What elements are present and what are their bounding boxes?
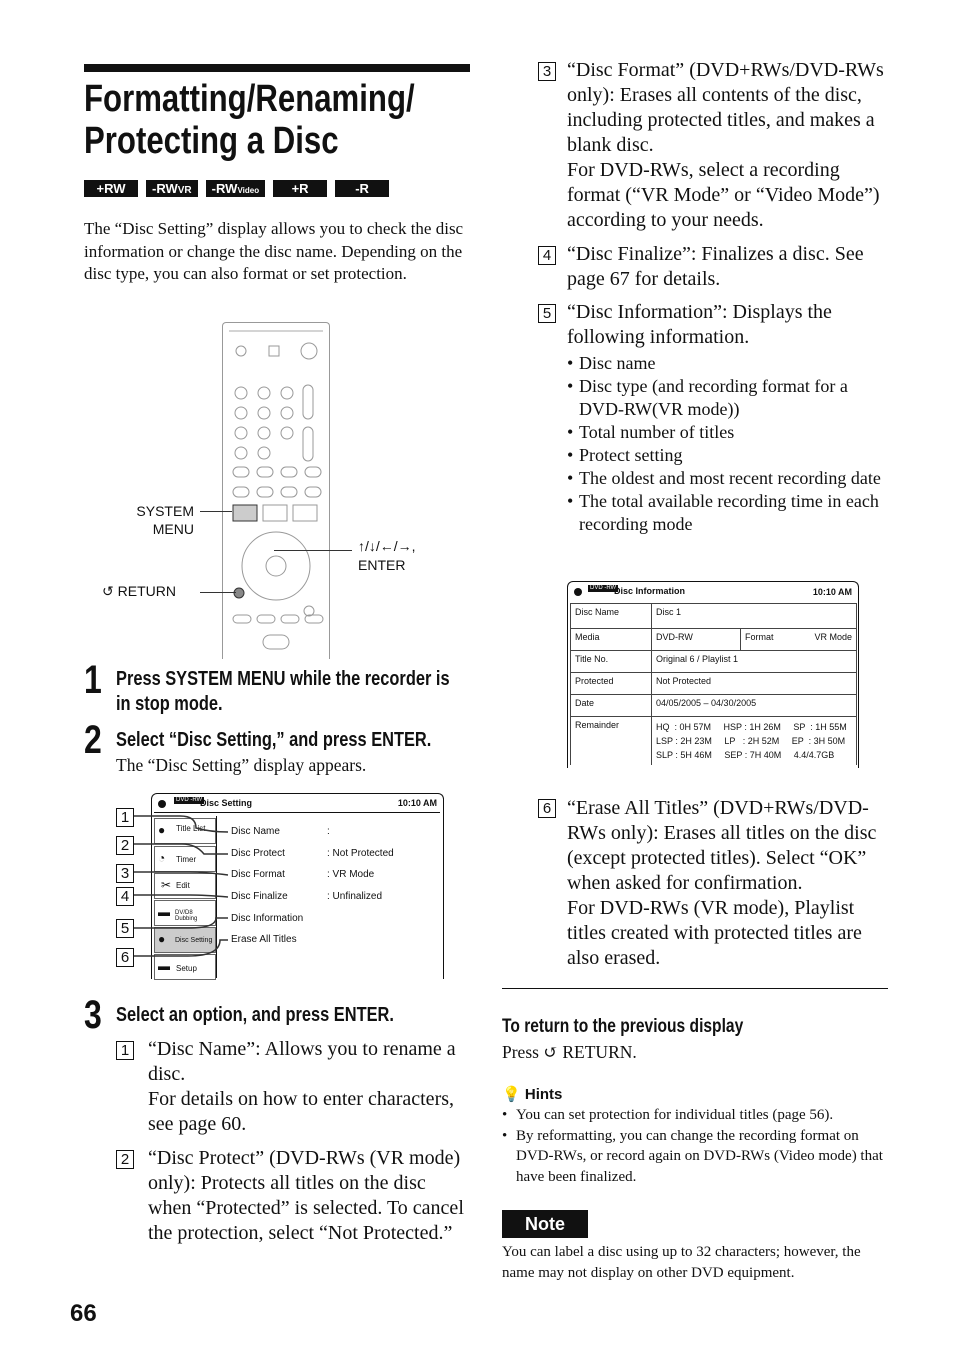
option-1-number: 1 xyxy=(116,1041,134,1060)
disc-name-value: Disc 1 xyxy=(652,604,857,629)
step-2-number: 2 xyxy=(84,718,102,762)
list-item xyxy=(502,1126,890,1188)
badge-plus-rw: +RW xyxy=(84,180,138,197)
date-label: Date xyxy=(571,695,652,717)
bullet-icon: • xyxy=(502,1107,508,1123)
badge-plus-r: +R xyxy=(273,180,327,197)
table-row xyxy=(571,604,857,629)
page-title xyxy=(84,78,415,162)
step-1-number: 1 xyxy=(84,658,102,702)
bullet-icon: • xyxy=(502,1127,508,1144)
remainder-line-1: HQ : 0H 57M HSP : 1H 26M SP : 1H 55M xyxy=(656,722,847,732)
disc-format-value: : VR Mode xyxy=(327,869,375,880)
list-item xyxy=(567,352,889,375)
bullet-text: Protect setting xyxy=(579,445,683,465)
disc-icon xyxy=(574,588,582,596)
table-row xyxy=(571,629,857,651)
hint-text: You can set protection for individual titles (page 56). xyxy=(516,1107,834,1123)
menu-setup-label: Setup xyxy=(176,964,197,973)
step-3-number: 3 xyxy=(84,993,102,1037)
setting-row-disc-information[interactable] xyxy=(231,913,303,924)
remainder-value xyxy=(652,717,857,766)
scissors-icon: ✂ xyxy=(161,878,172,892)
media-label: Media xyxy=(571,629,652,651)
protected-label: Protected xyxy=(571,673,652,695)
screen-header: Disc Information xyxy=(614,586,686,596)
system-menu-label xyxy=(128,502,194,538)
hints-heading xyxy=(502,1085,562,1103)
menu-title-list-label: Title List xyxy=(176,824,206,833)
step-3-text: Select an option, and press ENTER. xyxy=(116,1004,394,1026)
return-icon: ↺ xyxy=(102,583,114,599)
bullet-text: Disc name xyxy=(579,353,656,373)
hints-list xyxy=(502,1105,890,1187)
disc-icon xyxy=(158,800,166,808)
disc-name-label: Disc Name xyxy=(571,604,652,629)
list-item xyxy=(567,467,889,490)
lightbulb-icon: 💡 xyxy=(502,1086,521,1103)
enter-label: ENTER xyxy=(358,557,406,573)
return-icon: ↺ xyxy=(543,1042,558,1062)
title-line-2: Protecting a Disc xyxy=(84,120,339,162)
disc-setting-icon: ● xyxy=(158,932,166,946)
option-6-extra: For DVD-RWs (VR mode), Playlist titles created with protected titles are also erased. xyxy=(567,897,862,969)
note-text: You can label a disc using up to 32 characters; however, the name may not display on other DVD equipment. xyxy=(502,1244,861,1281)
disc-name-value: : xyxy=(327,826,330,837)
option-3-text xyxy=(567,58,889,233)
remainder-line-2: LSP : 2H 23M LP : 2H 52M EP : 3H 50M xyxy=(656,736,846,746)
bullet-text: The oldest and most recent recording date xyxy=(579,468,881,488)
remote-body-icon xyxy=(223,323,329,659)
option-5-text: “Disc Information”: Displays the following information. xyxy=(567,301,832,348)
list-item xyxy=(567,375,889,421)
menu-edit-label: Edit xyxy=(176,881,190,890)
screen-time: 10:10 AM xyxy=(812,587,852,597)
title-list-icon: ● xyxy=(158,823,166,837)
list-item xyxy=(567,421,889,444)
table-row xyxy=(571,717,857,766)
date-value: 04/05/2005 – 04/30/2005 xyxy=(652,695,857,717)
disc-information-screen xyxy=(567,581,859,768)
page-number: 66 xyxy=(70,1300,97,1327)
option-2-number: 2 xyxy=(116,1150,134,1169)
format-value: VR Mode xyxy=(792,629,856,651)
return-word: RETURN. xyxy=(562,1042,637,1062)
bullet-icon: • xyxy=(567,445,574,465)
callout-4: 4 xyxy=(116,887,134,906)
system-menu-label-2: MENU xyxy=(152,521,194,537)
info-bullet-list xyxy=(567,352,889,536)
bullet-icon: • xyxy=(567,422,574,442)
disc-name-label: Disc Name xyxy=(231,826,280,837)
disc-information-label: Disc Information xyxy=(231,913,304,924)
return-leader xyxy=(200,592,236,593)
bullet-text: The total available recording time in each recording mode xyxy=(579,491,879,534)
badge-rw-vr: -RWVR xyxy=(146,180,198,197)
option-1-main: “Disc Name”: Allows you to rename a disc. xyxy=(148,1038,456,1085)
dvd-rw-badge: DVD -RW xyxy=(590,585,617,591)
format-label: Format xyxy=(741,629,793,651)
screen-header: Disc Setting xyxy=(200,798,253,808)
remote-control-illustration xyxy=(222,322,330,659)
toolbox-icon: ▬ xyxy=(158,959,170,973)
intro-paragraph: The “Disc Setting” display allows you to check the disc information or change the disc name. Depending on the disc type, you can also format or set protection. xyxy=(84,219,464,283)
return-label xyxy=(102,583,176,600)
section-divider xyxy=(502,988,888,989)
option-6-number: 6 xyxy=(538,799,556,818)
disc-protect-value: : Not Protected xyxy=(327,848,394,859)
press-label: Press xyxy=(502,1042,539,1062)
return-section-text xyxy=(502,1041,637,1064)
system-menu-leader xyxy=(200,511,232,512)
arrows-label: ↑/↓/←/→, xyxy=(358,538,416,554)
hint-text: By reformatting, you can change the recording format on DVD-RWs, or record again on DVD-RWs (Video mode) that have been finalized. xyxy=(516,1127,883,1185)
table-row xyxy=(571,651,857,673)
menu-timer-label: Timer xyxy=(176,855,197,864)
bullet-icon: • xyxy=(567,353,574,373)
step-2-sub: The “Disc Setting” display appears. xyxy=(116,755,367,775)
menu-dv-dubbing-label: DV/D8 Dubbing xyxy=(175,910,198,922)
callout-5: 5 xyxy=(116,919,134,938)
arrows-enter-label xyxy=(358,537,416,575)
option-6-text xyxy=(567,796,889,971)
list-item xyxy=(567,490,889,536)
disc-format-label: Disc Format xyxy=(231,869,285,880)
step-2-text: Select “Disc Setting,” and press ENTER. xyxy=(116,729,432,751)
bullet-icon: • xyxy=(567,491,574,511)
callout-2: 2 xyxy=(116,836,134,855)
bullet-text: Disc type (and recording format for a DVD-RW(VR mode)) xyxy=(579,376,848,419)
media-value: DVD-RW xyxy=(652,629,741,651)
dvd-rw-badge: DVD -RW xyxy=(176,797,203,803)
badge-minus-r: -R xyxy=(335,180,389,197)
erase-all-label: Erase All Titles xyxy=(231,934,297,945)
callout-leaders-icon xyxy=(130,808,240,968)
disc-protect-label: Disc Protect xyxy=(231,848,285,859)
callout-3: 3 xyxy=(116,864,134,883)
step-1-text: Press SYSTEM MENU while the recorder is in stop mode. xyxy=(116,668,450,715)
title-no-value: Original 6 / Playlist 1 xyxy=(652,651,857,673)
clock-icon: ◔ xyxy=(158,851,166,865)
disc-finalize-label: Disc Finalize xyxy=(231,891,288,902)
screen-time: 10:10 AM xyxy=(397,798,437,808)
option-3-number: 3 xyxy=(538,62,556,81)
list-item xyxy=(567,444,889,467)
badge-rw-video: -RWVideo xyxy=(206,180,265,197)
table-row xyxy=(571,695,857,717)
system-menu-label-1: SYSTEM xyxy=(136,503,194,519)
callout-6: 6 xyxy=(116,948,134,967)
option-4-number: 4 xyxy=(538,246,556,265)
disc-finalize-value: : Unfinalized xyxy=(327,891,383,902)
note-badge: Note xyxy=(502,1210,588,1238)
title-no-label: Title No. xyxy=(571,651,652,673)
option-6-main: “Erase All Titles” (DVD+RWs/DVD-RWs only): Erases all titles on the disc (except protected titles). Select “OK” when asked for confirmation. xyxy=(567,797,877,894)
option-1-text xyxy=(148,1037,470,1137)
bullet-icon: • xyxy=(567,468,574,488)
option-3-extra: For DVD-RWs, select a recording format (“VR Mode” or “Video Mode”) according to your needs. xyxy=(567,159,880,231)
return-section-heading: To return to the previous display xyxy=(502,1016,744,1037)
title-line-1: Formatting/Renaming/ xyxy=(84,78,415,120)
table-row xyxy=(571,673,857,695)
return-label-text: RETURN xyxy=(117,583,176,599)
disc-type-badges xyxy=(84,180,389,197)
callout-1: 1 xyxy=(116,808,134,827)
title-rule xyxy=(84,64,470,72)
menu-disc-setting-label: Disc Setting xyxy=(175,937,213,944)
hints-title: Hints xyxy=(524,1086,563,1103)
protected-value: Not Protected xyxy=(652,673,857,695)
bullet-text: Total number of titles xyxy=(579,422,735,442)
option-1-extra: For details on how to enter characters, see page 60. xyxy=(148,1088,455,1135)
camera-icon: ▬ xyxy=(158,905,170,919)
list-item xyxy=(502,1105,890,1126)
arrows-leader xyxy=(274,550,352,551)
bullet-icon: • xyxy=(567,376,574,396)
remainder-label: Remainder xyxy=(571,717,652,766)
option-4-text: “Disc Finalize”: Finalizes a disc. See page 67 for details. xyxy=(567,243,864,290)
option-5-number: 5 xyxy=(538,304,556,323)
remainder-line-3: SLP : 5H 46M SEP : 7H 40M 4.4/4.7GB xyxy=(656,750,835,760)
option-3-main: “Disc Format” (DVD+RWs/DVD-RWs only): Erases all contents of the disc, including protected titles, and makes a blank disc. xyxy=(567,59,884,156)
disc-info-table xyxy=(570,603,857,765)
option-2-text: “Disc Protect” (DVD-RWs (VR mode) only): Protects all titles on the disc when “Protected” is selected. To cancel the protection, select “Not Protected.” xyxy=(148,1147,464,1244)
setting-row-erase-all[interactable] xyxy=(231,934,297,945)
